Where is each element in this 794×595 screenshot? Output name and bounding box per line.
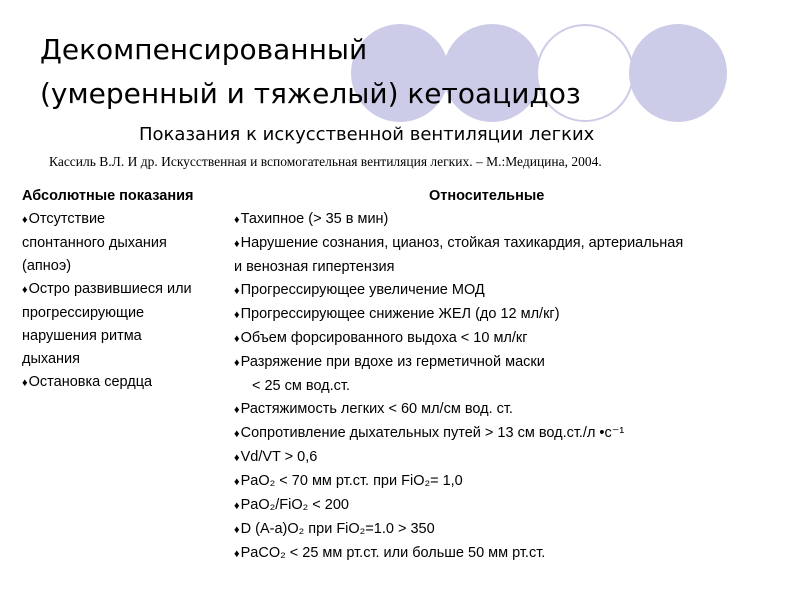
absolute-indications-list [22, 208, 222, 395]
relative-indications-column [234, 185, 774, 566]
absolute-indication-text: Остановка сердца [28, 374, 153, 390]
bullet-icon: ♦ [234, 404, 240, 416]
absolute-indications-column [22, 185, 222, 395]
bullet-icon: ♦ [234, 452, 240, 464]
absolute-indication-line [22, 325, 222, 348]
relative-indication-item [234, 470, 774, 494]
bullet-icon: ♦ [234, 500, 240, 512]
relative-indication-text: Разряжение при вдохе из герметичной маски [240, 354, 545, 370]
absolute-indication-item [22, 371, 222, 395]
relative-indication-continuation: и венозная гипертензия [234, 259, 395, 275]
relative-indication-item [234, 446, 774, 470]
bullet-icon: ♦ [234, 214, 240, 226]
bullet-icon: ♦ [234, 333, 240, 345]
relative-indication-item [234, 208, 774, 232]
absolute-indication-item [22, 208, 222, 278]
relative-indication-item [234, 327, 774, 351]
bullet-icon: ♦ [22, 377, 28, 389]
relative-indication-item [234, 232, 774, 279]
relative-indication-item [234, 494, 774, 518]
slide-title [40, 28, 700, 116]
absolute-indication-text: Отсутствие [28, 211, 106, 227]
relative-indication-text: PaO₂ < 70 мм рт.ст. при FiO₂= 1,0 [240, 473, 463, 489]
relative-indication-text: Прогрессирующее увеличение МОД [240, 282, 485, 298]
absolute-indication-line [22, 348, 222, 371]
bullet-icon: ♦ [234, 548, 240, 560]
bullet-icon: ♦ [234, 524, 240, 536]
relative-indications-heading: Относительные [429, 188, 545, 204]
absolute-indication-text: Остро развившиеся или [28, 281, 192, 297]
bullet-icon: ♦ [234, 309, 240, 321]
absolute-indication-line [22, 278, 222, 302]
absolute-indication-text: дыхания [22, 351, 80, 367]
slide-title-line-1: Декомпенсированный [40, 33, 368, 66]
citation: Кассиль В.Л. И др. Искусственная и вспомогательная вентиляция легких. – М.:Медицина, 2004. [49, 154, 602, 169]
relative-indication-item [234, 542, 774, 566]
relative-indication-text: Сопротивление дыхательных путей > 13 см вод.ст./л •c⁻¹ [240, 425, 625, 441]
relative-indication-item [234, 422, 774, 446]
relative-indication-text: PaO₂/FiO₂ < 200 [240, 497, 349, 513]
slide-subtitle: Показания к искусственной вентиляции легких [139, 124, 595, 145]
absolute-indication-line [22, 302, 222, 325]
relative-indication-text: Растяжимость легких < 60 мл/см вод. ст. [240, 401, 513, 417]
slide-title-line-2: (умеренный и тяжелый) кетоацидоз [40, 77, 581, 110]
relative-indication-item [234, 303, 774, 327]
bullet-icon: ♦ [234, 428, 240, 440]
relative-indication-item [234, 518, 774, 542]
relative-indication-text: Тахипное (> 35 в мин) [240, 211, 389, 227]
absolute-indication-line [22, 232, 222, 255]
absolute-indication-line [22, 208, 222, 232]
absolute-indication-text: спонтанного дыхания [22, 235, 167, 251]
relative-indication-item [234, 279, 774, 303]
absolute-indications-heading: Абсолютные показания [22, 188, 194, 204]
relative-indication-item [234, 351, 774, 398]
relative-indication-text: PaCO₂ < 25 мм рт.ст. или больше 50 мм рт.ст. [240, 545, 546, 561]
absolute-indication-text: нарушения ритма [22, 328, 142, 344]
relative-indication-text: D (A-a)O₂ при FiO₂=1.0 > 350 [240, 521, 435, 537]
relative-indications-list [234, 208, 774, 566]
bullet-icon: ♦ [234, 476, 240, 488]
bullet-icon: ♦ [22, 284, 28, 296]
relative-indication-item [234, 398, 774, 422]
bullet-icon: ♦ [22, 214, 28, 226]
relative-indication-text: Нарушение сознания, цианоз, стойкая тахикардия, артериальная [240, 235, 684, 251]
absolute-indication-line [22, 255, 222, 278]
absolute-indication-line [22, 371, 222, 395]
bullet-icon: ♦ [234, 285, 240, 297]
bullet-icon: ♦ [234, 357, 240, 369]
absolute-indication-item [22, 278, 222, 371]
relative-indication-text: Vd/VT > 0,6 [240, 449, 318, 465]
relative-indication-text: Прогрессирующее снижение ЖЕЛ (до 12 мл/кг) [240, 306, 560, 322]
absolute-indication-text: прогрессирующие [22, 305, 145, 321]
absolute-indication-text: (апноэ) [22, 258, 72, 274]
bullet-icon: ♦ [234, 238, 240, 250]
relative-indication-text: Объем форсированного выдоха < 10 мл/кг [240, 330, 528, 346]
relative-indication-continuation: < 25 см вод.ст. [252, 378, 350, 394]
